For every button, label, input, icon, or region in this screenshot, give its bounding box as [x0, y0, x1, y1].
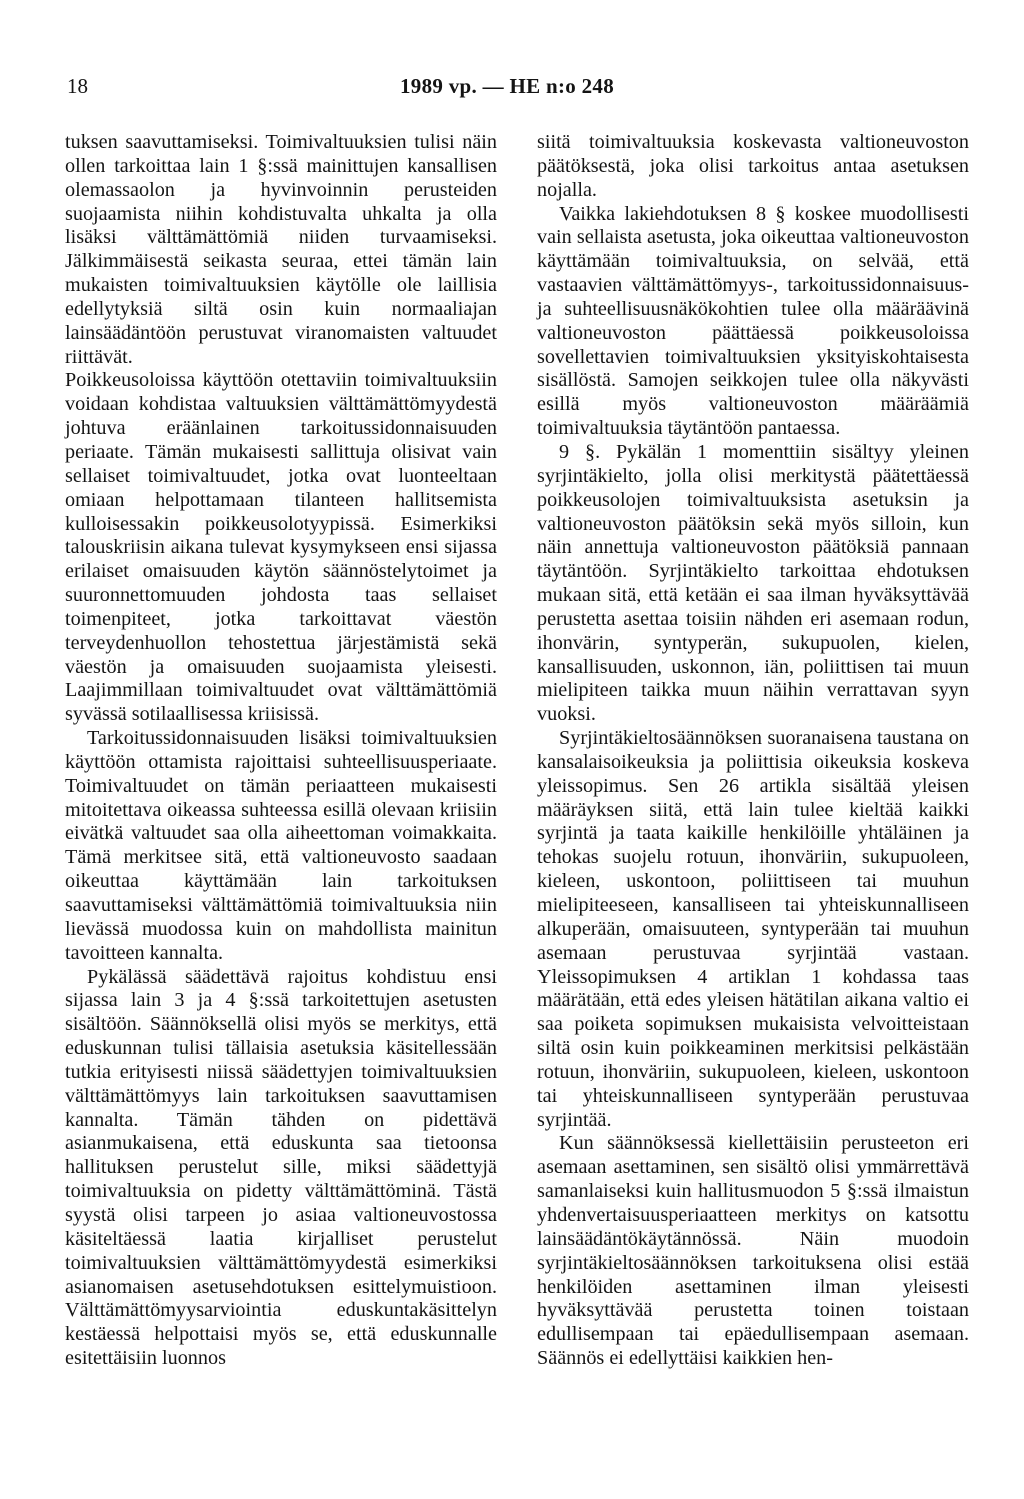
paragraph: tuksen saavuttamiseksi. Toimivaltuuksien tulisi näin ollen tarkoittaa lain 1 §:ssä mainittujen kansallisen olemassaolon ja hyvinvoinnin perusteiden suojaamista niihin kohdistuvalta uhkalta ja olla lisäksi välttämättömiä niiden turvaamiseksi. Jälkimmäisestä seikasta seuraa, ettei tämän lain mukaisten toimivaltuuksien käytölle ole laillisia edellytyksiä siltä osin kuin normaaliajan lainsäädäntöön perustuvat viranomaisten valtuudet riittävät.	[65, 131, 497, 368]
paragraph: siitä toimivaltuuksia koskevasta valtioneuvoston päätöksestä, joka olisi tarkoitus antaa asetuksen nojalla.	[537, 131, 969, 201]
paragraph: Syrjintäkieltosäännöksen suoranaisena taustana on kansalaisoikeuksia ja poliittisia oikeuksia koskeva yleissopimus. Sen 26 artikla sisältää yleisen määräyksen siitä, että lain tulee kieltää kaikki syrjintä ja taata kaikille henkilöille yhtäläinen ja tehokas suojelu rotuun, ihonväriin, sukupuoleen, kieleen, uskontoon, poliittiseen tai muuhun mielipiteeseen, kansalliseen tai yhteiskunnalliseen alkuperään, omaisuuteen, syntyperään tai muuhun asemaan perustuvaa syrjintää vastaan. Yleissopimuksen 4 artiklan 1 kohdassa taas määrätään, että edes yleisen hätätilan aikana valtio ei saa poiketa sopimuksen mukaisista velvoitteistaan siltä osin kuin poikkeaminen merkitsisi pelkästään rotuun, ihonväriin, sukupuoleen, kieleen, uskontoon tai yhteiskunnalliseen syntyperään perustuvaa syrjintää.	[537, 727, 969, 1131]
paragraph: Tarkoitussidonnaisuuden lisäksi toimivaltuuksien käyttöön ottamista rajoittaisi suhteellisuusperiaate. Toimivaltuudet on tämän periaatteen mukaisesti mitoitettava oikeassa suhteessa esillä olevaan kriisiin eivätkä valtuudet saa olla aiheettoman voimakkaita. Tämä merkitsee sitä, että valtioneuvosto saadaan oikeuttaa käyttämään lain tarkoituksen saavuttamiseksi välttämättömiä toimivaltuuksia niin lievässä muodossa kuin on mahdollista mainitun tavoitteen kannalta.	[65, 727, 497, 964]
document-header: 1989 vp. — HE n:o 248	[400, 74, 614, 98]
paragraph: Poikkeusoloissa käyttöön otettaviin toimivaltuuksiin voidaan kohdistaa valtuuksien välttämättömyydestä johtuva eräänlainen tarkoitussidonnaisuuden periaate. Tämän mukaisesti sallittuja olisivat vain sellaiset toimivaltuudet, jotka ovat luonteeltaan omiaan helpottamaan tilanteen hallitsemista kulloisessakin poikkeusolotyypissä. Esimerkiksi talouskriisin aikana tulevat kysymykseen ensi sijassa erilaiset omaisuuden käytön säännöstelytoimet ja suuronnettomuuden johdosta taas sellaiset toimenpiteet, jotka tarkoittavat väestön terveydenhuollon tehostettua järjestämistä sekä väestön ja omaisuuden suojaamista yleisesti. Laajimmillaan toimivaltuudet ovat välttämättömiä syvässä sotilaallisessa kriisissä.	[65, 369, 497, 726]
paragraph: Vaikka lakiehdotuksen 8 § koskee muodollisesti vain sellaista asetusta, joka oikeuttaa valtioneuvoston käyttämään toimivaltuuksia, on selvää, että vastaavien välttämättömyys-, tarkoitussidonnaisuus- ja suhteellisuusnäkökohtien tulee olla määräävinä valtioneuvoston päättäessä poikkeusoloissa sovellettavien toimivaltuuksien yksityiskohtaisesta sisällöstä. Samojen seikkojen tulee olla näkyvästi esillä myös valtioneuvoston määräämiä toimivaltuuksia täytäntöön pantaessa.	[537, 202, 969, 440]
paragraph: Kun säännöksessä kiellettäisiin perusteeton eri asemaan asettaminen, sen sisältö olisi ymmärrettävä samanlaiseksi kuin hallitusmuodon 5 §:ssä ilmaistun yhdenvertaisuusperiaatteen merkitys on katsottu lainsäädäntökäytännössä. Näin muodoin syrjintäkieltosäännöksen tarkoituksena olisi estää henkilöiden asettaminen ilman yleisesti hyväksyttävää perustetta toinen toistaan edullisempaan tai epäedullisempaan asemaan. Säännös ei edellyttäisi kaikkien hen-	[537, 1132, 969, 1370]
paragraph: 9 §. Pykälän 1 momenttiin sisältyy yleinen syrjintäkielto, jolla olisi merkitystä päätettäessä poikkeusolojen toimivaltuuksista asetuksin ja valtioneuvoston päätöksin sekä myös silloin, kun näin annettuja valtioneuvoston päätöksiä pannaan täytäntöön. Syrjintäkielto tarkoittaa ehdotuksen mukaan sitä, että ketään ei saa ilman hyväksyttävää perustetta asettaa toisiin nähden eri asemaan rodun, ihonvärin, syntyperän, sukupuolen, kielen, kansallisuuden, uskonnon, iän, poliittisen tai muun mielipiteen taikka muun näihin verrattavan syyn vuoksi.	[537, 440, 969, 726]
page-number: 18	[67, 74, 88, 98]
left-column	[65, 131, 497, 1371]
right-column	[537, 131, 969, 1371]
paragraph: Pykälässä säädettävä rajoitus kohdistuu ensi sijassa lain 3 ja 4 §:ssä tarkoitettujen asetusten sisältöön. Säännöksellä olisi myös se merkitys, että eduskunnan tulisi tällaisia asetuksia käsitellessään tutkia erityisesti niissä säädettyjen toimivaltuuksien välttämättömyys lain tarkoituksen saavuttamisen kannalta. Tämän tähden on pidettävä asianmukaisena, että eduskunta saa tietoonsa hallituksen perustelut sille, miksi säädettyjä toimivaltuuksia on pidetty välttämättöminä. Tästä syystä olisi tarpeen jo asiaa valtioneuvostossa käsiteltäessä laatia kirjalliset perustelut toimivaltuuksien välttämättömyydestä esimerkiksi asianomaisen asetusehdotuksen esittelymuistioon. Välttämättömyysarviointia eduskuntakäsittelyn kestäessä helpottaisi myös se, että eduskunnalle esitettäisiin luonnos	[65, 965, 497, 1370]
